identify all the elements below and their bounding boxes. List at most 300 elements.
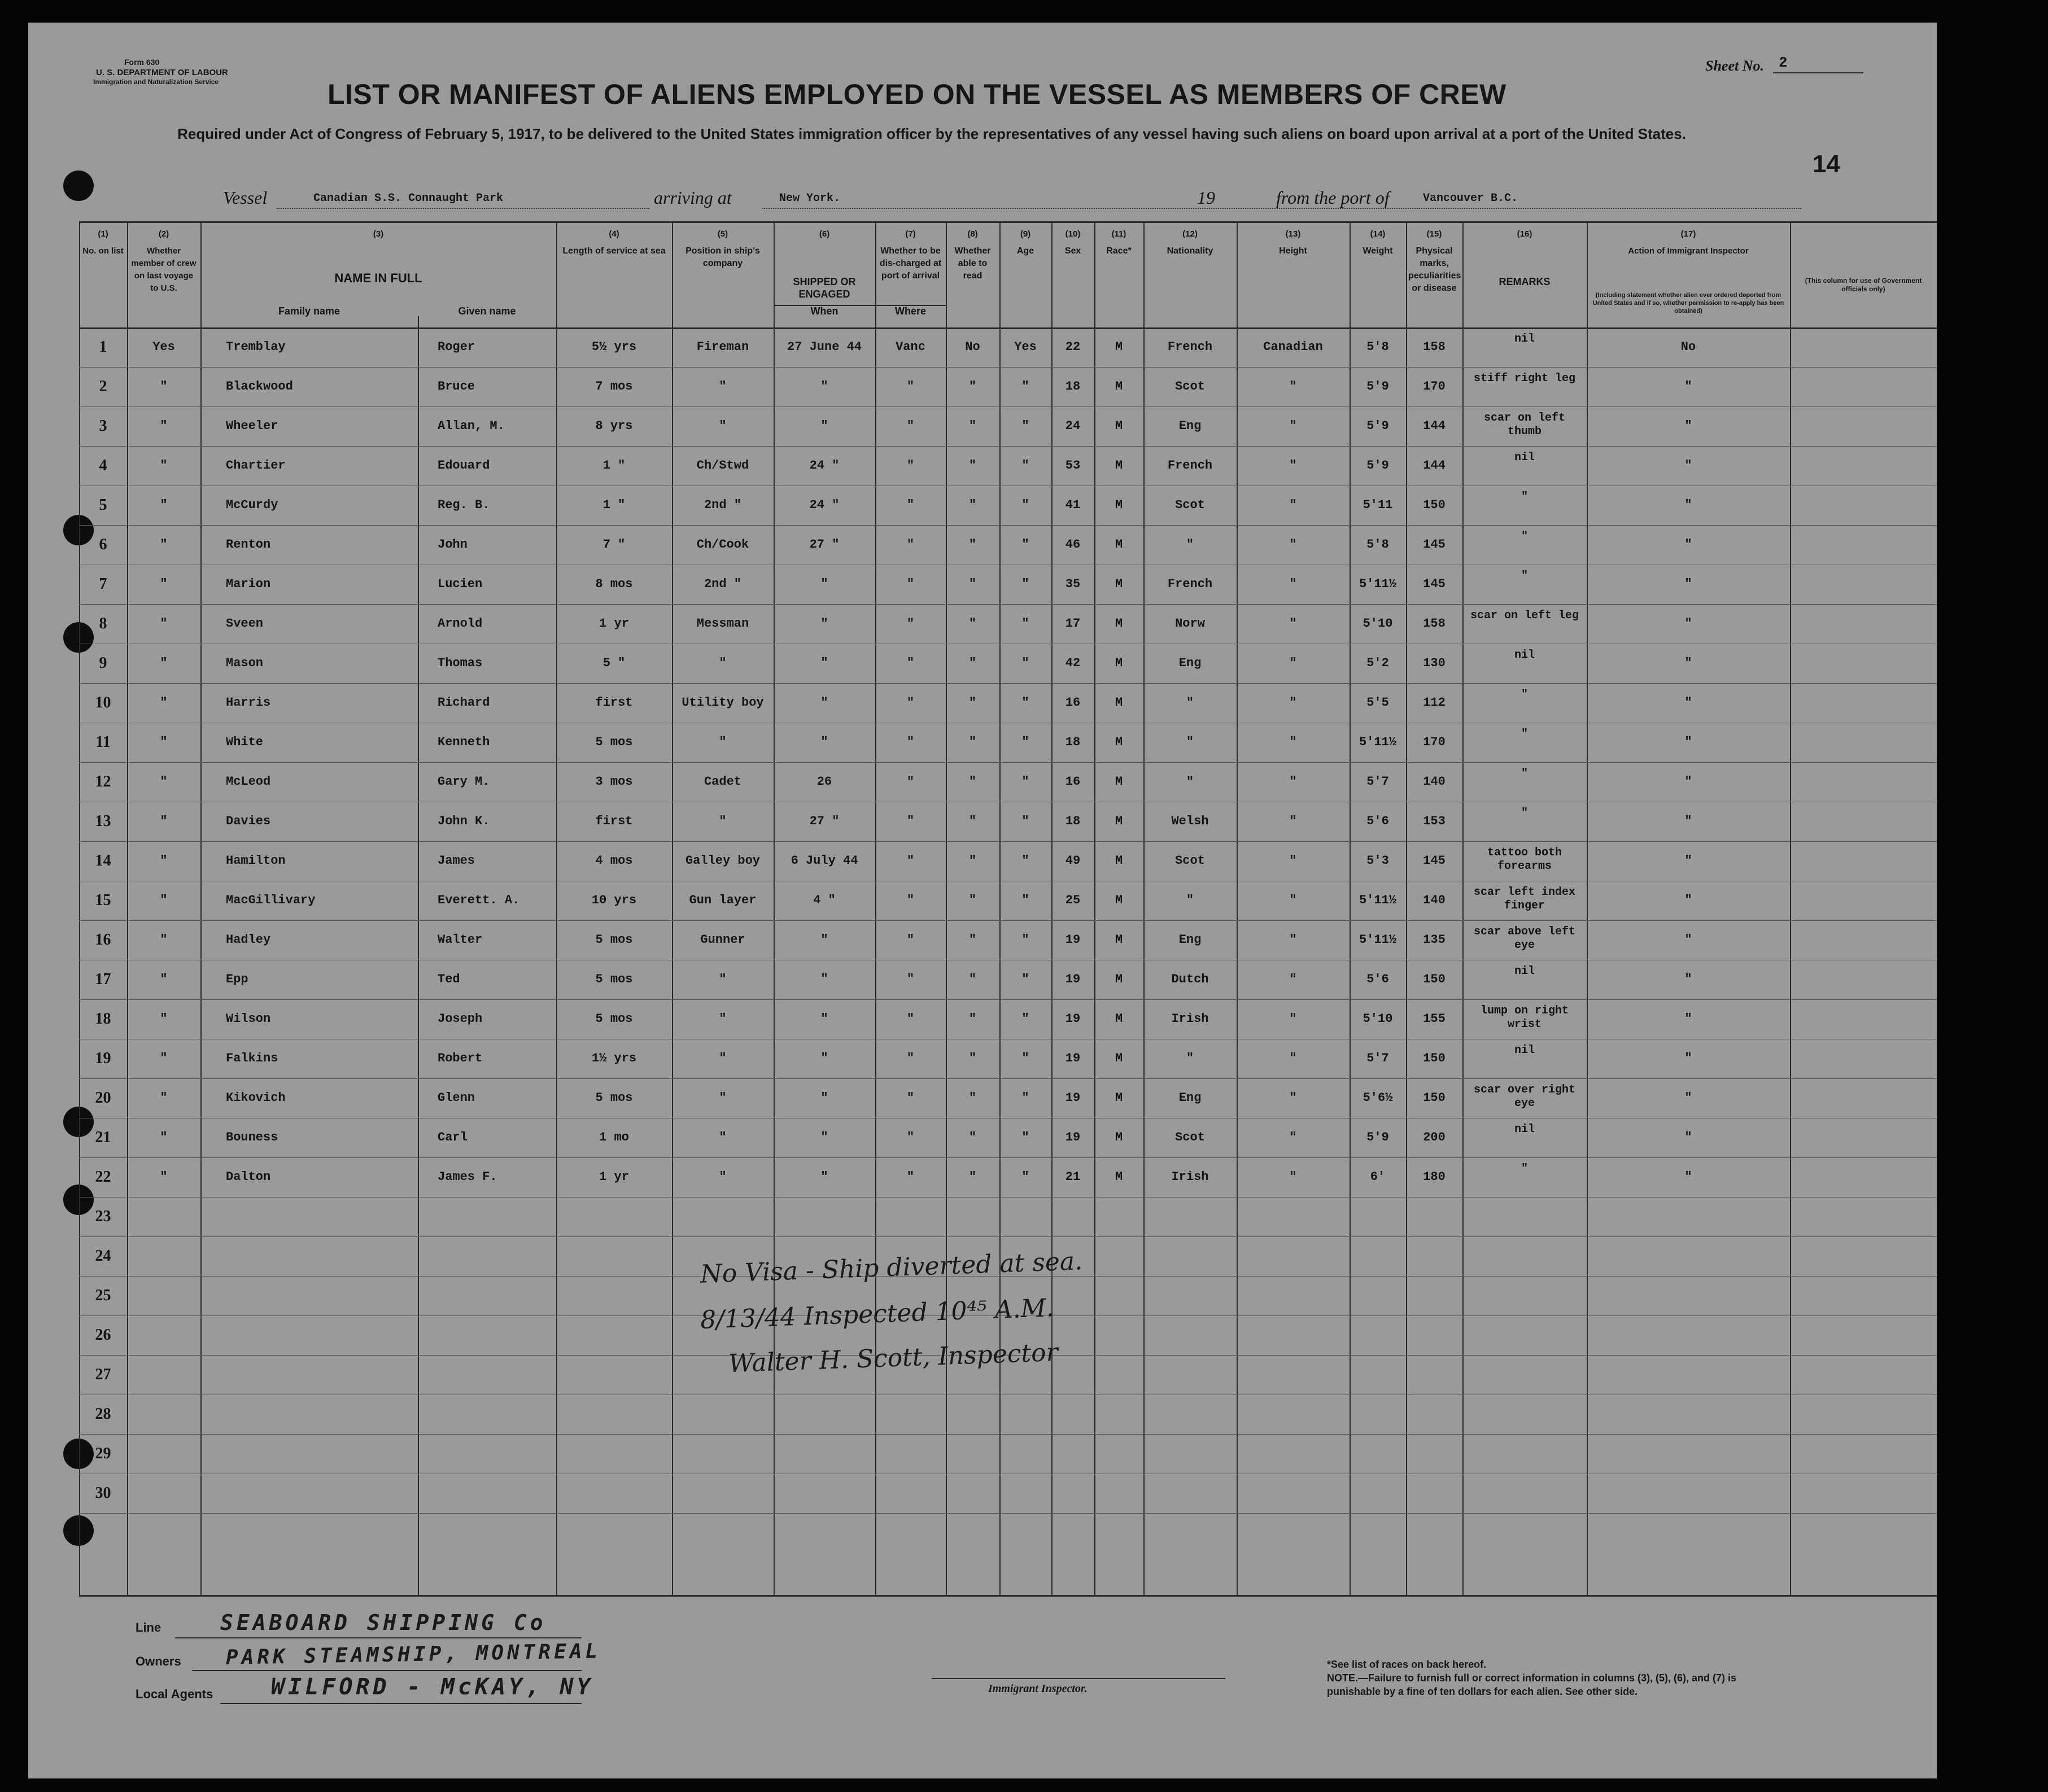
- family-name-header: Family name: [278, 305, 340, 317]
- cell-given: John: [438, 537, 468, 552]
- row-rule: [79, 1513, 1937, 1514]
- cell-sex: M: [1115, 933, 1123, 947]
- cell-read: ": [1021, 814, 1029, 828]
- cell-where: ": [906, 458, 915, 473]
- cell-given: John K.: [438, 814, 490, 828]
- cell-family: Kikovich: [226, 1091, 286, 1105]
- cell-where: ": [906, 893, 915, 907]
- cell-position: ": [719, 656, 727, 670]
- cell-weight: 140: [1423, 775, 1446, 789]
- cell-position: ": [719, 419, 727, 433]
- cell-service: first: [595, 814, 633, 828]
- cell-where: ": [906, 854, 915, 868]
- cell-family: Sveen: [226, 617, 264, 631]
- cell-age: 49: [1065, 854, 1081, 868]
- cell-position: ": [719, 1051, 727, 1065]
- where-header: Where: [894, 305, 926, 317]
- cell-height: 5'5: [1366, 696, 1389, 710]
- cell-sex: M: [1115, 696, 1123, 710]
- cell-given: Ted: [438, 972, 460, 986]
- cell-position: ": [719, 814, 727, 828]
- row-number: 1: [99, 338, 107, 356]
- column-header: Race*: [1106, 246, 1132, 256]
- cell-service: 1 yr: [599, 1170, 629, 1184]
- cell-when: 24 ": [809, 458, 840, 473]
- cell-age: 19: [1065, 1130, 1081, 1144]
- cell-where: ": [906, 735, 915, 749]
- cell-nationality: ": [1289, 814, 1297, 828]
- cell-member: ": [160, 379, 168, 394]
- cell-member: ": [160, 775, 168, 789]
- cell-race: ": [1186, 775, 1194, 789]
- cell-height: 5'2: [1366, 656, 1389, 670]
- cell-remarks: ": [1684, 735, 1692, 749]
- cell-service: 1 ": [602, 458, 626, 473]
- cell-sex: M: [1115, 1091, 1123, 1105]
- cell-service: 1 yr: [599, 617, 629, 631]
- column-number: (5): [717, 229, 728, 239]
- department-name: U. S. DEPARTMENT OF LABOUR: [96, 68, 228, 77]
- cell-read: ": [1021, 577, 1029, 591]
- cell-weight: 153: [1423, 814, 1446, 828]
- agents-label: Local Agents: [136, 1687, 213, 1701]
- cell-where: ": [906, 696, 915, 710]
- row-number: 16: [95, 931, 111, 949]
- owners-value: PARK STEAMSHIP, MONTREAL: [225, 1640, 601, 1669]
- cell-nationality: ": [1289, 696, 1297, 710]
- cell-race: ": [1186, 893, 1194, 907]
- cell-height: 5'8: [1366, 537, 1389, 552]
- cell-family: Dalton: [226, 1170, 271, 1184]
- cell-when: ": [820, 656, 828, 670]
- cell-height: 5'9: [1366, 1130, 1389, 1144]
- row-number: 30: [95, 1484, 111, 1502]
- cell-nationality: ": [1289, 972, 1297, 986]
- cell-age: 46: [1065, 537, 1081, 552]
- cell-when: ": [820, 1012, 828, 1026]
- cell-read: ": [1021, 1091, 1029, 1105]
- cell-read: ": [1021, 537, 1029, 552]
- cell-given: Kenneth: [438, 735, 490, 749]
- cell-service: 1 ": [602, 498, 626, 512]
- column-number: (4): [609, 229, 619, 239]
- cell-where: ": [906, 419, 915, 433]
- row-rule: [79, 762, 1937, 763]
- cell-age: 19: [1065, 1051, 1081, 1065]
- cell-member: ": [160, 1170, 168, 1184]
- cell-read: ": [1021, 1170, 1029, 1184]
- column-header: Height: [1279, 246, 1307, 256]
- column-number: (7): [905, 229, 916, 239]
- cell-weight: 140: [1423, 893, 1446, 907]
- cell-where: ": [906, 498, 915, 512]
- cell-weight: 170: [1423, 735, 1446, 749]
- cell-remarks: No: [1680, 340, 1696, 354]
- page-title: LIST OR MANIFEST OF ALIENS EMPLOYED ON THE VESSEL AS MEMBERS OF CREW: [327, 78, 1506, 110]
- cell-read: ": [1021, 775, 1029, 789]
- cell-remarks: ": [1684, 1012, 1692, 1026]
- cell-member: ": [160, 458, 168, 473]
- cell-member: ": [160, 656, 168, 670]
- cell-when: 4 ": [813, 893, 836, 907]
- cell-discharged: ": [968, 972, 977, 986]
- cell-marks: ": [1521, 530, 1528, 543]
- cell-age: 35: [1065, 577, 1081, 591]
- row-number: 7: [99, 575, 107, 593]
- cell-remarks: ": [1684, 537, 1692, 552]
- cell-member: ": [160, 735, 168, 749]
- page-subtitle: Required under Act of Congress of February 5, 1917, to be delivered to the United States immigration officer by the representatives of any vessel having such aliens on board upon arrival at a port of the United States.: [177, 125, 1686, 142]
- column-header: NAME IN FULL: [334, 271, 422, 285]
- row-number: 6: [99, 536, 107, 553]
- cell-discharged: ": [968, 498, 977, 512]
- cell-read: ": [1021, 854, 1029, 868]
- cell-age: 18: [1065, 814, 1081, 828]
- cell-when: 26: [816, 775, 832, 789]
- cell-discharged: ": [968, 537, 977, 552]
- cell-weight: 150: [1423, 498, 1446, 512]
- cell-weight: 135: [1423, 933, 1446, 947]
- row-rule: [79, 604, 1937, 605]
- cell-weight: 144: [1423, 458, 1446, 473]
- cell-nationality: ": [1289, 379, 1297, 394]
- cell-sex: M: [1115, 854, 1123, 868]
- cell-nationality: ": [1289, 577, 1297, 591]
- cell-when: ": [820, 419, 828, 433]
- cell-race: Scot: [1175, 854, 1205, 868]
- cell-height: 5'9: [1366, 419, 1389, 433]
- cell-when: 27 June 44: [787, 340, 862, 354]
- cell-service: 1½ yrs: [591, 1051, 637, 1065]
- cell-given: Edouard: [438, 458, 490, 473]
- row-number: 13: [95, 812, 111, 830]
- cell-race: Irish: [1171, 1012, 1209, 1026]
- cell-sex: M: [1115, 617, 1123, 631]
- cell-family: Harris: [226, 696, 271, 710]
- cell-discharged: ": [968, 696, 977, 710]
- cell-remarks: ": [1684, 1170, 1692, 1184]
- cell-position: ": [719, 735, 727, 749]
- cell-family: MacGillivary: [226, 893, 316, 907]
- cell-sex: M: [1115, 419, 1123, 433]
- cell-where: ": [906, 1130, 915, 1144]
- cell-height: 5'9: [1366, 458, 1389, 473]
- cell-discharged: ": [968, 1051, 977, 1065]
- row-rule: [79, 920, 1937, 921]
- cell-height: 5'11½: [1359, 933, 1396, 947]
- row-rule: [79, 1157, 1937, 1158]
- cell-family: Tremblay: [226, 340, 286, 354]
- cell-discharged: ": [968, 854, 977, 868]
- cell-discharged: ": [968, 1091, 977, 1105]
- column-divider: [1790, 221, 1791, 1595]
- cell-member: ": [160, 854, 168, 868]
- cell-given: Roger: [438, 340, 475, 354]
- cell-read: ": [1021, 458, 1029, 473]
- cell-given: Arnold: [438, 617, 483, 631]
- cell-marks: nil: [1514, 965, 1535, 978]
- cell-height: 5'7: [1366, 1051, 1389, 1065]
- cell-height: 5'8: [1366, 340, 1389, 354]
- form-number: Form 630: [124, 58, 160, 67]
- cell-nationality: ": [1289, 498, 1297, 512]
- column-header: Position in ship's company: [685, 246, 760, 268]
- cell-height: 5'9: [1366, 379, 1389, 394]
- line-label: Line: [136, 1620, 161, 1634]
- cell-when: ": [820, 735, 828, 749]
- cell-discharged: ": [968, 1170, 977, 1184]
- cell-member: Yes: [152, 340, 175, 354]
- cell-read: ": [1021, 379, 1029, 394]
- cell-height: 5'7: [1366, 775, 1389, 789]
- cell-remarks: ": [1684, 1051, 1692, 1065]
- cell-age: 22: [1065, 340, 1081, 354]
- cell-discharged: ": [968, 814, 977, 828]
- row-rule: [79, 999, 1937, 1000]
- cell-read: ": [1021, 498, 1029, 512]
- cell-read: ": [1021, 656, 1029, 670]
- cell-when: ": [820, 696, 828, 710]
- races-note: *See list of races on back hereof.: [1327, 1659, 1487, 1670]
- cell-position: Ch/Stwd: [696, 458, 749, 473]
- cell-read: ": [1021, 1012, 1029, 1026]
- column-number: (9): [1020, 229, 1031, 239]
- cell-marks: nil: [1514, 1044, 1535, 1057]
- cell-nationality: ": [1289, 1012, 1297, 1026]
- cell-when: 24 ": [809, 498, 840, 512]
- cell-where: ": [906, 656, 915, 670]
- cell-marks: scar left index finger: [1473, 886, 1576, 912]
- header-rule: [79, 327, 1937, 329]
- cell-weight: 112: [1423, 696, 1446, 710]
- cell-race: ": [1186, 735, 1194, 749]
- column-number: (17): [1680, 229, 1696, 239]
- cell-discharged: ": [968, 458, 977, 473]
- cell-weight: 145: [1423, 537, 1446, 552]
- cell-read: ": [1021, 696, 1029, 710]
- cell-service: 5 mos: [595, 972, 633, 986]
- column-header: Weight: [1363, 246, 1393, 256]
- cell-position: Gun layer: [689, 893, 757, 907]
- cell-family: Blackwood: [226, 379, 293, 394]
- cell-weight: 200: [1423, 1130, 1446, 1144]
- row-number: 14: [95, 852, 111, 869]
- cell-remarks: ": [1684, 893, 1692, 907]
- cell-family: Falkins: [226, 1051, 278, 1065]
- row-number: 9: [99, 654, 107, 672]
- cell-family: Davies: [226, 814, 271, 828]
- cell-given: Robert: [438, 1051, 483, 1065]
- cell-member: ": [160, 972, 168, 986]
- cell-marks: tattoo both forearms: [1487, 846, 1562, 873]
- cell-race: Dutch: [1171, 972, 1209, 986]
- cell-age: 19: [1065, 972, 1081, 986]
- cell-where: ": [906, 972, 915, 986]
- cell-service: 7 ": [602, 537, 626, 552]
- cell-where: ": [906, 814, 915, 828]
- column-number: (11): [1111, 229, 1126, 239]
- remarks-note: (Including statement whether alien ever ordered deported from United States and if so, whether permission to re-apply has been obtained): [1592, 292, 1784, 314]
- cell-given: Gary M.: [438, 775, 490, 789]
- column-number: (1): [98, 229, 108, 239]
- cell-service: 4 mos: [595, 854, 633, 868]
- cell-remarks: ": [1684, 498, 1692, 512]
- row-number: 28: [95, 1405, 111, 1423]
- cell-remarks: ": [1684, 458, 1692, 473]
- cell-when: 27 ": [809, 537, 840, 552]
- cell-when: 6 July 44: [791, 854, 858, 868]
- from-port: Vancouver B.C.: [1423, 192, 1518, 205]
- cell-discharged: ": [968, 577, 977, 591]
- cell-nationality: ": [1289, 933, 1297, 947]
- page-marker: 14: [1813, 150, 1840, 178]
- row-rule: [79, 367, 1937, 368]
- cell-when: 27 ": [809, 814, 840, 828]
- cell-age: 18: [1065, 735, 1081, 749]
- row-number: 24: [95, 1247, 111, 1265]
- cell-nationality: ": [1289, 1130, 1297, 1144]
- cell-sex: M: [1115, 735, 1123, 749]
- cell-discharged: ": [968, 1012, 977, 1026]
- cell-member: ": [160, 696, 168, 710]
- cell-age: 16: [1065, 696, 1081, 710]
- row-rule: [79, 1236, 1937, 1237]
- handwritten-note-line2: 8/13/44 Inspected 10⁴⁵ A.M.: [700, 1293, 1055, 1335]
- cell-member: ": [160, 1012, 168, 1026]
- cell-family: Bouness: [226, 1130, 278, 1144]
- cell-position: ": [719, 1012, 727, 1026]
- row-number: 8: [99, 615, 107, 632]
- cell-member: ": [160, 814, 168, 828]
- cell-when: ": [820, 1170, 828, 1184]
- cell-marks: ": [1521, 767, 1528, 780]
- cell-where: ": [906, 577, 915, 591]
- cell-when: ": [820, 1091, 828, 1105]
- column-header: Age: [1016, 246, 1034, 256]
- row-number: 22: [95, 1168, 111, 1186]
- row-rule: [79, 525, 1937, 526]
- cell-family: Mason: [226, 656, 264, 670]
- cell-race: Eng: [1178, 933, 1202, 947]
- cell-where: ": [906, 1051, 915, 1065]
- cell-nationality: ": [1289, 854, 1297, 868]
- cell-nationality: ": [1289, 537, 1297, 552]
- cell-service: 8 mos: [595, 577, 633, 591]
- cell-height: 5'10: [1363, 617, 1393, 631]
- cell-service: 5 mos: [595, 735, 633, 749]
- cell-given: Allan, M.: [438, 419, 505, 433]
- cell-marks: nil: [1514, 333, 1535, 346]
- cell-age: 16: [1065, 775, 1081, 789]
- cell-member: ": [160, 893, 168, 907]
- cell-remarks: ": [1684, 775, 1692, 789]
- cell-given: Walter: [438, 933, 483, 947]
- column-number: (8): [967, 229, 978, 239]
- cell-remarks: ": [1684, 1091, 1692, 1105]
- column-header: Whether to be dis-charged at port of arrival: [879, 246, 942, 281]
- cell-marks: ": [1521, 807, 1528, 820]
- cell-when: ": [820, 933, 828, 947]
- cell-family: Renton: [226, 537, 271, 552]
- cell-service: 5 mos: [595, 1091, 633, 1105]
- cell-age: 42: [1065, 656, 1081, 670]
- cell-given: Glenn: [438, 1091, 475, 1105]
- cell-sex: M: [1115, 498, 1123, 512]
- row-number: 2: [99, 378, 107, 395]
- inspector-signature: Walter H. Scott, Inspector: [728, 1338, 1059, 1379]
- row-number: 19: [95, 1050, 111, 1067]
- cell-remarks: ": [1684, 933, 1692, 947]
- cell-service: 5 mos: [595, 1012, 633, 1026]
- cell-position: 2nd ": [704, 498, 741, 512]
- cell-member: ": [160, 419, 168, 433]
- cell-position: Utility boy: [682, 696, 764, 710]
- row-number: 18: [95, 1010, 111, 1028]
- cell-marks: scar over right eye: [1473, 1083, 1576, 1110]
- cell-service: 7 mos: [595, 379, 633, 394]
- cell-height: 5'11½: [1359, 893, 1396, 907]
- row-rule: [79, 1078, 1937, 1079]
- cell-nationality: ": [1289, 458, 1297, 473]
- column-header: Nationality: [1167, 246, 1213, 256]
- owners-label: Owners: [136, 1654, 181, 1668]
- cell-discharged: ": [968, 656, 977, 670]
- row-rule: [79, 841, 1937, 842]
- cell-weight: 158: [1423, 617, 1446, 631]
- service-name: Immigration and Naturalization Service: [93, 78, 219, 86]
- cell-height: 5'6½: [1363, 1091, 1393, 1105]
- cell-where: ": [906, 379, 915, 394]
- cell-read: ": [1021, 972, 1029, 986]
- cell-nationality: ": [1289, 1170, 1297, 1184]
- cell-where: ": [906, 933, 915, 947]
- cell-when: ": [820, 1130, 828, 1144]
- row-number: 27: [95, 1366, 111, 1383]
- cell-age: 18: [1065, 379, 1081, 394]
- cell-marks: scar above left eye: [1473, 925, 1576, 952]
- cell-sex: M: [1115, 379, 1123, 394]
- cell-position: Gunner: [700, 933, 745, 947]
- cell-remarks: ": [1684, 379, 1692, 394]
- cell-nationality: ": [1289, 617, 1297, 631]
- cell-given: Bruce: [438, 379, 475, 394]
- cell-discharged: ": [968, 379, 977, 394]
- row-number: 17: [95, 971, 111, 988]
- cell-member: ": [160, 1130, 168, 1144]
- cell-given: Everett. A.: [438, 893, 520, 907]
- cell-sex: M: [1115, 458, 1123, 473]
- cell-position: ": [719, 1130, 727, 1144]
- cell-remarks: ": [1684, 814, 1692, 828]
- cell-remarks: ": [1684, 972, 1692, 986]
- cell-marks: nil: [1514, 1123, 1535, 1136]
- column-number: (3): [373, 229, 384, 239]
- cell-where: ": [906, 1091, 915, 1105]
- arriving-port: New York.: [779, 192, 841, 205]
- cell-race: Scot: [1175, 498, 1205, 512]
- row-number: 29: [95, 1445, 111, 1462]
- cell-read: ": [1021, 617, 1029, 631]
- cell-family: Hadley: [226, 933, 271, 947]
- cell-member: ": [160, 537, 168, 552]
- row-number: 21: [95, 1129, 111, 1146]
- cell-sex: M: [1115, 893, 1123, 907]
- cell-given: Joseph: [438, 1012, 483, 1026]
- cell-given: Thomas: [438, 656, 483, 670]
- cell-discharged: ": [968, 1130, 977, 1144]
- cell-weight: 150: [1423, 1051, 1446, 1065]
- cell-weight: 180: [1423, 1170, 1446, 1184]
